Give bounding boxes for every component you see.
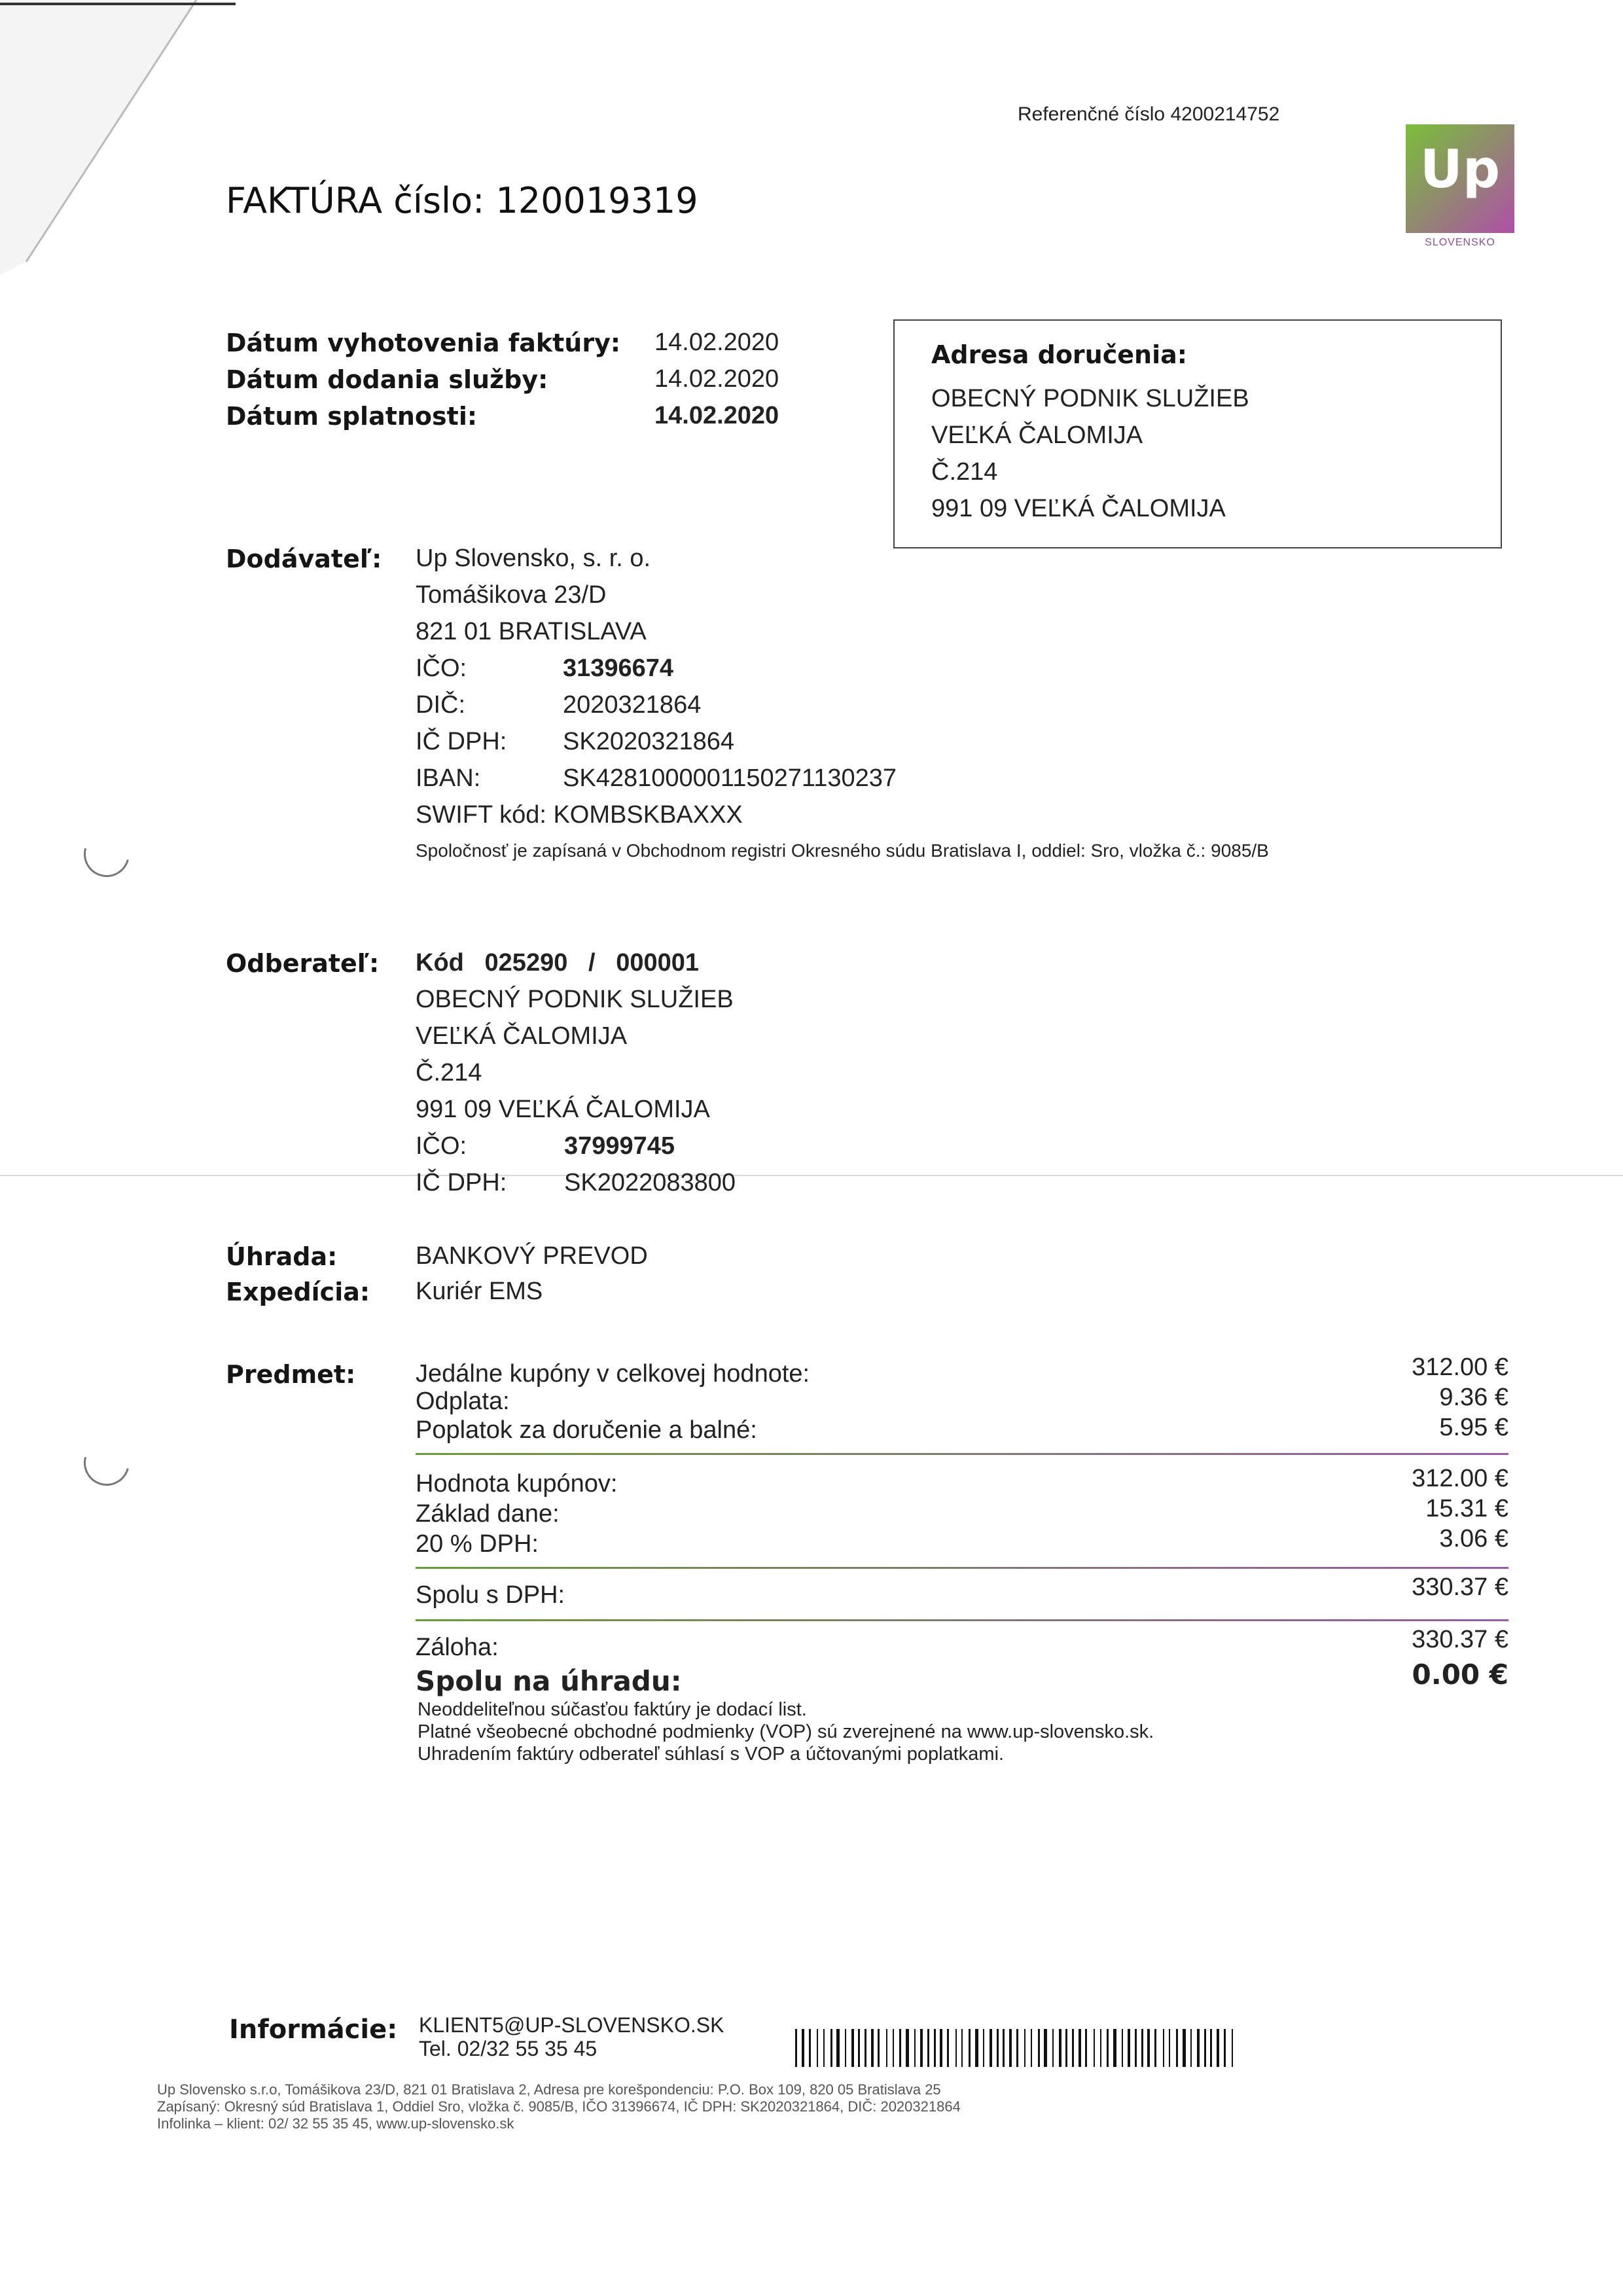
barcode-bar	[955, 2029, 957, 2067]
customer-line-2: VEĽKÁ ČALOMIJA	[416, 1022, 628, 1050]
barcode-bar	[1128, 2029, 1130, 2067]
fee-amount: 9.36 €	[1439, 1384, 1508, 1411]
barcode-bar	[845, 2029, 846, 2067]
barcode-bar	[1147, 2029, 1150, 2067]
barcode-bar	[1085, 2029, 1087, 2067]
delivery-address-box	[893, 319, 1502, 548]
barcode-bar	[961, 2029, 963, 2067]
barcode-bar	[858, 2029, 860, 2067]
barcode-bar	[1197, 2029, 1200, 2067]
barcode-bar	[947, 2029, 949, 2067]
reference-number: Referenčné číslo 4200214752	[1018, 103, 1280, 125]
total-with-vat-amount: 330.37 €	[1412, 1573, 1508, 1601]
barcode-bar	[1163, 2029, 1164, 2067]
coupons-total-label: Hodnota kupónov:	[416, 1470, 618, 1498]
barcode-bar	[795, 2029, 797, 2067]
barcode-bar	[871, 2029, 874, 2067]
delivery-line-3: Č.214	[931, 458, 998, 486]
punch-hole	[75, 1431, 138, 1494]
supplier-line-3: 821 01 BRATISLAVA	[416, 618, 647, 645]
barcode-bar	[934, 2029, 936, 2067]
barcode-bar	[1003, 2029, 1005, 2067]
supplier-dic-label: DIČ:	[416, 691, 465, 719]
coupons-value-label: Jedálne kupóny v celkovej hodnote:	[416, 1360, 810, 1388]
fold-line	[0, 1175, 1623, 1176]
customer-line-4: 991 09 VEĽKÁ ČALOMIJA	[416, 1096, 710, 1123]
payment-value: BANKOVÝ PREVOD	[416, 1242, 648, 1270]
barcode-bar	[1059, 2029, 1061, 2067]
amount-due-value: 0.00 €	[1412, 1659, 1508, 1691]
fee-label: Odplata:	[416, 1388, 510, 1415]
coupons-total-amount: 312.00 €	[1412, 1465, 1508, 1492]
customer-ico-label: IČO:	[416, 1132, 467, 1160]
shipping-label: Expedícia:	[226, 1278, 370, 1306]
customer-code: Kód 025290 / 000001	[416, 949, 700, 977]
deposit-amount: 330.37 €	[1412, 1626, 1508, 1653]
delivery-fee-amount: 5.95 €	[1439, 1414, 1508, 1441]
barcode-bar	[817, 2029, 818, 2067]
barcode-bar	[1122, 2029, 1123, 2067]
supplier-line-2: Tomášikova 23/D	[416, 581, 607, 609]
barcode-bar	[823, 2029, 825, 2067]
barcode-bar	[983, 2029, 984, 2067]
date-issue-value: 14.02.2020	[654, 329, 779, 356]
vat-label: 20 % DPH:	[416, 1530, 539, 1558]
supplier-dic-value: 2020321864	[563, 691, 702, 719]
payment-label: Úhrada:	[226, 1242, 338, 1271]
date-delivery-value: 14.02.2020	[654, 365, 779, 393]
barcode-bar	[914, 2029, 916, 2067]
barcode-bar	[1100, 2029, 1101, 2067]
up-logo	[1406, 124, 1514, 233]
deposit-label: Záloha:	[416, 1634, 499, 1661]
supplier-swift: SWIFT kód: KOMBSKBAXXX	[416, 801, 743, 829]
barcode-bar	[1009, 2029, 1012, 2067]
customer-label: Odberateľ:	[226, 949, 380, 978]
barcode-bar	[899, 2029, 901, 2067]
customer-icdph-label: IČ DPH:	[416, 1169, 507, 1196]
barcode-bar	[1141, 2029, 1143, 2067]
barcode-bar	[975, 2029, 978, 2067]
customer-line-1: OBECNÝ PODNIK SLUŽIEB	[416, 986, 734, 1013]
barcode-bar	[1065, 2029, 1067, 2067]
barcode-bar	[1094, 2029, 1095, 2067]
customer-icdph-value: SK2022083800	[564, 1169, 736, 1196]
barcode-bar	[1072, 2029, 1074, 2067]
barcode-bar	[809, 2029, 811, 2067]
barcode	[795, 2029, 1240, 2067]
supplier-line-1: Up Slovensko, s. r. o.	[416, 545, 651, 572]
folded-corner	[0, 0, 236, 275]
separator-line	[416, 1567, 1508, 1569]
supplier-ico-value: 31396674	[563, 655, 674, 682]
barcode-bar	[1038, 2029, 1040, 2067]
barcode-bar	[836, 2029, 840, 2067]
delivery-address-title: Adresa doručenia:	[931, 340, 1187, 369]
date-due-label: Dátum splatnosti:	[226, 402, 478, 431]
amount-due-label: Spolu na úhradu:	[416, 1665, 682, 1697]
note-line-3: Uhradením faktúry odberateľ súhlasí s VOP a účtovanými poplatkami.	[418, 1744, 1005, 1765]
barcode-bar	[1031, 2029, 1032, 2067]
info-email: KLIENT5@UP-SLOVENSKO.SK	[419, 2013, 724, 2037]
barcode-bar	[1052, 2029, 1054, 2067]
barcode-bar	[1232, 2029, 1233, 2067]
subject-label: Predmet:	[226, 1360, 356, 1389]
up-logo-text: Up	[1419, 139, 1501, 200]
barcode-bar	[1217, 2029, 1219, 2067]
barcode-bar	[1135, 2029, 1137, 2067]
note-line-2: Platné všeobecné obchodné podmienky (VOP) sú zverejnené na www.up-slovensko.sk.	[418, 1721, 1154, 1742]
barcode-bar	[1190, 2029, 1192, 2067]
total-with-vat-label: Spolu s DPH:	[416, 1581, 565, 1609]
barcode-bar	[927, 2029, 929, 2067]
barcode-bar	[886, 2029, 887, 2067]
supplier-ico-label: IČO:	[416, 655, 467, 682]
vat-amount: 3.06 €	[1439, 1525, 1508, 1552]
barcode-bar	[1154, 2029, 1156, 2067]
barcode-bar	[1024, 2029, 1026, 2067]
barcode-bar	[906, 2029, 909, 2067]
punch-hole	[75, 823, 138, 886]
barcode-bar	[940, 2029, 942, 2067]
barcode-bar	[1044, 2029, 1047, 2067]
barcode-bar	[1107, 2029, 1109, 2067]
supplier-label: Dodávateľ:	[226, 545, 382, 573]
supplier-iban-value: SK4281000001150271130237	[563, 764, 897, 792]
barcode-bar	[1169, 2029, 1170, 2067]
delivery-line-2: VEĽKÁ ČALOMIJA	[931, 422, 1143, 449]
barcode-bar	[969, 2029, 971, 2067]
footer-line-3: Infolinka – klient: 02/ 32 55 35 45, www.up-slovensko.sk	[157, 2115, 514, 2132]
barcode-bar	[865, 2029, 866, 2067]
barcode-bar	[802, 2029, 804, 2067]
barcode-bar	[1176, 2029, 1178, 2067]
date-due-value: 14.02.2020	[654, 402, 779, 429]
separator-line	[416, 1453, 1508, 1455]
date-issue-label: Dátum vyhotovenia faktúry:	[226, 329, 621, 357]
supplier-icdph-value: SK2020321864	[563, 728, 735, 755]
tax-base-amount: 15.31 €	[1425, 1495, 1508, 1522]
barcode-bar	[1224, 2029, 1226, 2067]
info-phone: Tel. 02/32 55 35 45	[419, 2037, 597, 2060]
coupons-value-amount: 312.00 €	[1412, 1354, 1508, 1381]
note-line-1: Neoddeliteľnou súčasťou faktúry je dodací list.	[418, 1699, 807, 1720]
supplier-iban-label: IBAN:	[416, 764, 481, 792]
info-label: Informácie:	[229, 2015, 398, 2045]
separator-line	[416, 1619, 1508, 1621]
invoice-title: FAKTÚRA číslo: 120019319	[226, 180, 698, 221]
customer-ico-value: 37999745	[564, 1132, 675, 1160]
barcode-bar	[990, 2029, 992, 2067]
shipping-value: Kuriér EMS	[416, 1278, 543, 1305]
footer-line-2: Zapísaný: Okresný súd Bratislava 1, Oddiel Sro, vložka č. 9085/B, IČO 31396674, IČ DPH: SK2020321864, DIČ: 2020321864	[157, 2098, 961, 2115]
barcode-bar	[830, 2029, 832, 2067]
barcode-bar	[851, 2029, 854, 2067]
delivery-line-1: OBECNÝ PODNIK SLUŽIEB	[931, 385, 1249, 412]
barcode-bar	[878, 2029, 880, 2067]
barcode-bar	[1016, 2029, 1018, 2067]
barcode-bar	[1183, 2029, 1186, 2067]
customer-line-3: Č.214	[416, 1059, 482, 1086]
up-logo-subtitle: SLOVENSKO	[1425, 237, 1495, 248]
barcode-bar	[920, 2029, 923, 2067]
date-delivery-label: Dátum dodania služby:	[226, 365, 548, 394]
supplier-icdph-label: IČ DPH:	[416, 728, 507, 755]
barcode-bar	[1204, 2029, 1206, 2067]
tax-base-label: Základ dane:	[416, 1500, 560, 1528]
barcode-bar	[997, 2029, 999, 2067]
supplier-registry: Spoločnosť je zapísaná v Obchodnom registri Okresného súdu Bratislava I, oddiel: Sro, vložka č.: 9085/B	[416, 840, 1269, 861]
barcode-bar	[1210, 2029, 1212, 2067]
delivery-line-4: 991 09 VEĽKÁ ČALOMIJA	[931, 495, 1226, 522]
barcode-bar	[1079, 2029, 1081, 2067]
delivery-fee-label: Poplatok za doručenie a balné:	[416, 1416, 757, 1444]
barcode-bar	[893, 2029, 894, 2067]
barcode-bar	[1113, 2029, 1116, 2067]
footer-line-1: Up Slovensko s.r.o, Tomášikova 23/D, 821 01 Bratislava 2, Adresa pre korešpondenciu: P.O. Box 109, 820 05 Bratislava 25	[157, 2081, 941, 2098]
